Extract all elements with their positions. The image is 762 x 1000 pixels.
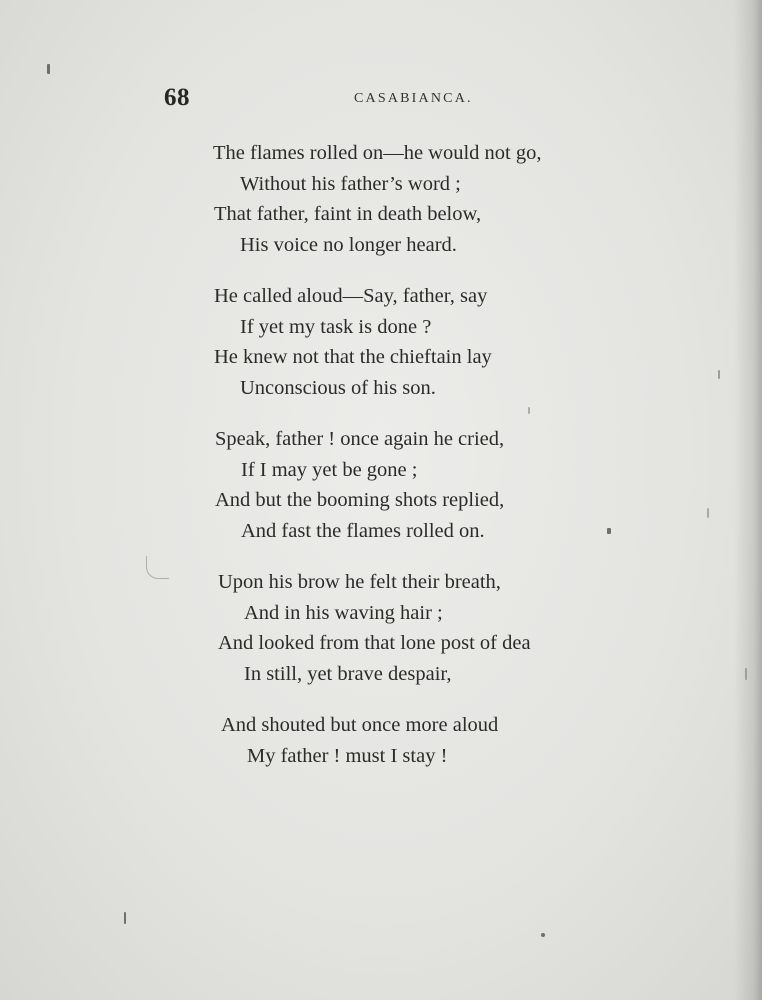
poem-line: The flames rolled on—he would not go, xyxy=(213,142,542,164)
poem-line: And fast the flames rolled on. xyxy=(241,519,485,542)
stanza xyxy=(0,424,762,546)
poem-line: And shouted but once more aloud xyxy=(221,714,499,736)
poem-line: And in his waving hair ; xyxy=(244,601,443,624)
poem-line: My father ! must I stay ! xyxy=(247,744,448,767)
poem-line: Upon his brow he felt their breath, xyxy=(218,571,501,593)
poem-line: If I may yet be gone ; xyxy=(241,458,418,481)
poem-line: And but the booming shots replied, xyxy=(215,489,505,511)
poem-line: That father, faint in death below, xyxy=(214,203,482,225)
poem-line: If yet my task is done ? xyxy=(240,315,432,338)
poem-line: His voice no longer heard. xyxy=(240,233,457,256)
ink-speck xyxy=(541,933,545,937)
stanza xyxy=(0,567,762,689)
poem-line: Unconscious of his son. xyxy=(240,376,436,399)
poem-line: And looked from that lone post of dea xyxy=(218,632,531,654)
poem-line: He knew not that the chieftain lay xyxy=(214,346,492,368)
page-number: 68 xyxy=(164,84,190,111)
poem-line: Speak, father ! once again he cried, xyxy=(215,428,505,450)
stanza xyxy=(0,281,762,403)
poem xyxy=(0,138,762,792)
ink-speck xyxy=(124,912,126,924)
running-title: CASABIANCA. xyxy=(354,91,473,106)
stanza xyxy=(0,710,762,771)
poem-line: In still, yet brave despair, xyxy=(244,662,452,685)
ink-speck xyxy=(47,64,50,74)
poem-line: He called aloud—Say, father, say xyxy=(214,285,488,307)
poem-line: Without his father’s word ; xyxy=(240,172,461,195)
stanza xyxy=(0,138,762,260)
